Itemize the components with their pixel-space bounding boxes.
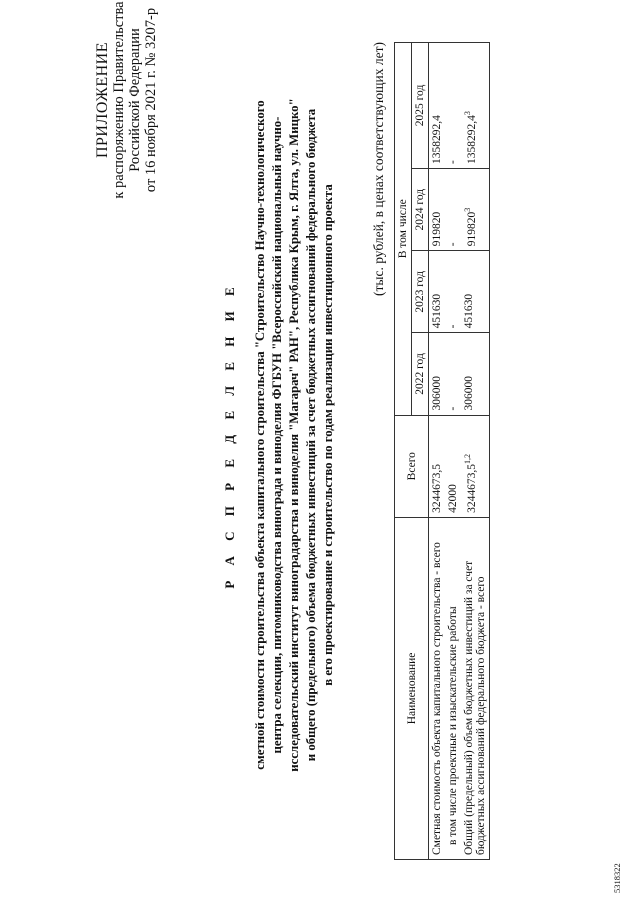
footnote-ref: 3 [463,207,472,212]
row-total-value: 3244673,5 [465,464,478,513]
appendix-block [95,0,159,210]
row-name: в том числе проектные и изыскательские работы [445,517,461,859]
row-value: 451630 [429,251,446,333]
row-total [461,415,490,517]
row-value: - [445,168,461,250]
row-total: 42000 [445,415,461,517]
row-value: - [445,333,461,415]
row-value-text: 1358292,4 [465,115,478,164]
header-year: 2025 год [412,43,429,169]
table-row [429,43,446,860]
header-name: Наименование [395,517,429,859]
row-value: - [445,43,461,169]
units-note: (тыс. рублей, в ценах соответствующих лет) [371,42,386,296]
header-year: 2022 год [412,333,429,415]
row-name: Общий (предельный) объем бюджетных инвестиций за счет бюджетных ассигнований федерального бюджета - всего [461,517,490,859]
document-title: Р А С П Р Е Д Е Л Е Н И Е [222,281,237,589]
footnote-ref: 3 [463,111,472,116]
header-group: В том числе [395,43,412,416]
document-subtitle [252,75,337,795]
row-value: 1358292,4 [429,43,446,169]
appendix-line: от 16 ноября 2021 г. № 3207-р [143,7,159,193]
row-value: 306000 [429,333,446,415]
subtitle-line: в его проектирование и строительство по годам реализации инвестиционного проекта [321,184,335,686]
row-value: 306000 [461,333,490,415]
row-name: Сметная стоимость объекта капитального строительства - всего [429,517,446,859]
subtitle-line: сметной стоимости строительства объекта капитального строительства "Строительство Научно-технологического [253,100,267,770]
footnote-ref: 1,2 [463,454,472,464]
row-value [461,168,490,250]
row-value: 919820 [429,168,446,250]
header-year: 2024 год [412,168,429,250]
row-value [461,43,490,169]
row-total: 3244673,5 [429,415,446,517]
header-year: 2023 год [412,251,429,333]
appendix-line: к распоряжению Правительства [111,1,127,199]
row-value: - [445,251,461,333]
subtitle-line: и общего (предельного) объема бюджетных инвестиций за счет бюджетных ассигнований федерального бюджета [304,108,318,762]
subtitle-line: центра селекции, питомниководства винограда и виноделия ФГБУН "Всероссийский национальный научно- [270,116,284,754]
document-id: 5318322 [612,863,622,893]
row-value: 451630 [461,251,490,333]
table-row [445,43,461,860]
header-total: Всего [395,415,429,517]
distribution-table [394,42,490,860]
row-value-text: 919820 [465,211,478,247]
subtitle-line: исследовательский институт виноградарства и виноделия "Магарач" РАН", Республика Крым, г. Ялта, ул. Мицко" [287,98,301,772]
appendix-heading: ПРИЛОЖЕНИЕ [94,42,111,159]
appendix-line: Российской Федерации [127,28,143,172]
table-row [461,43,490,860]
